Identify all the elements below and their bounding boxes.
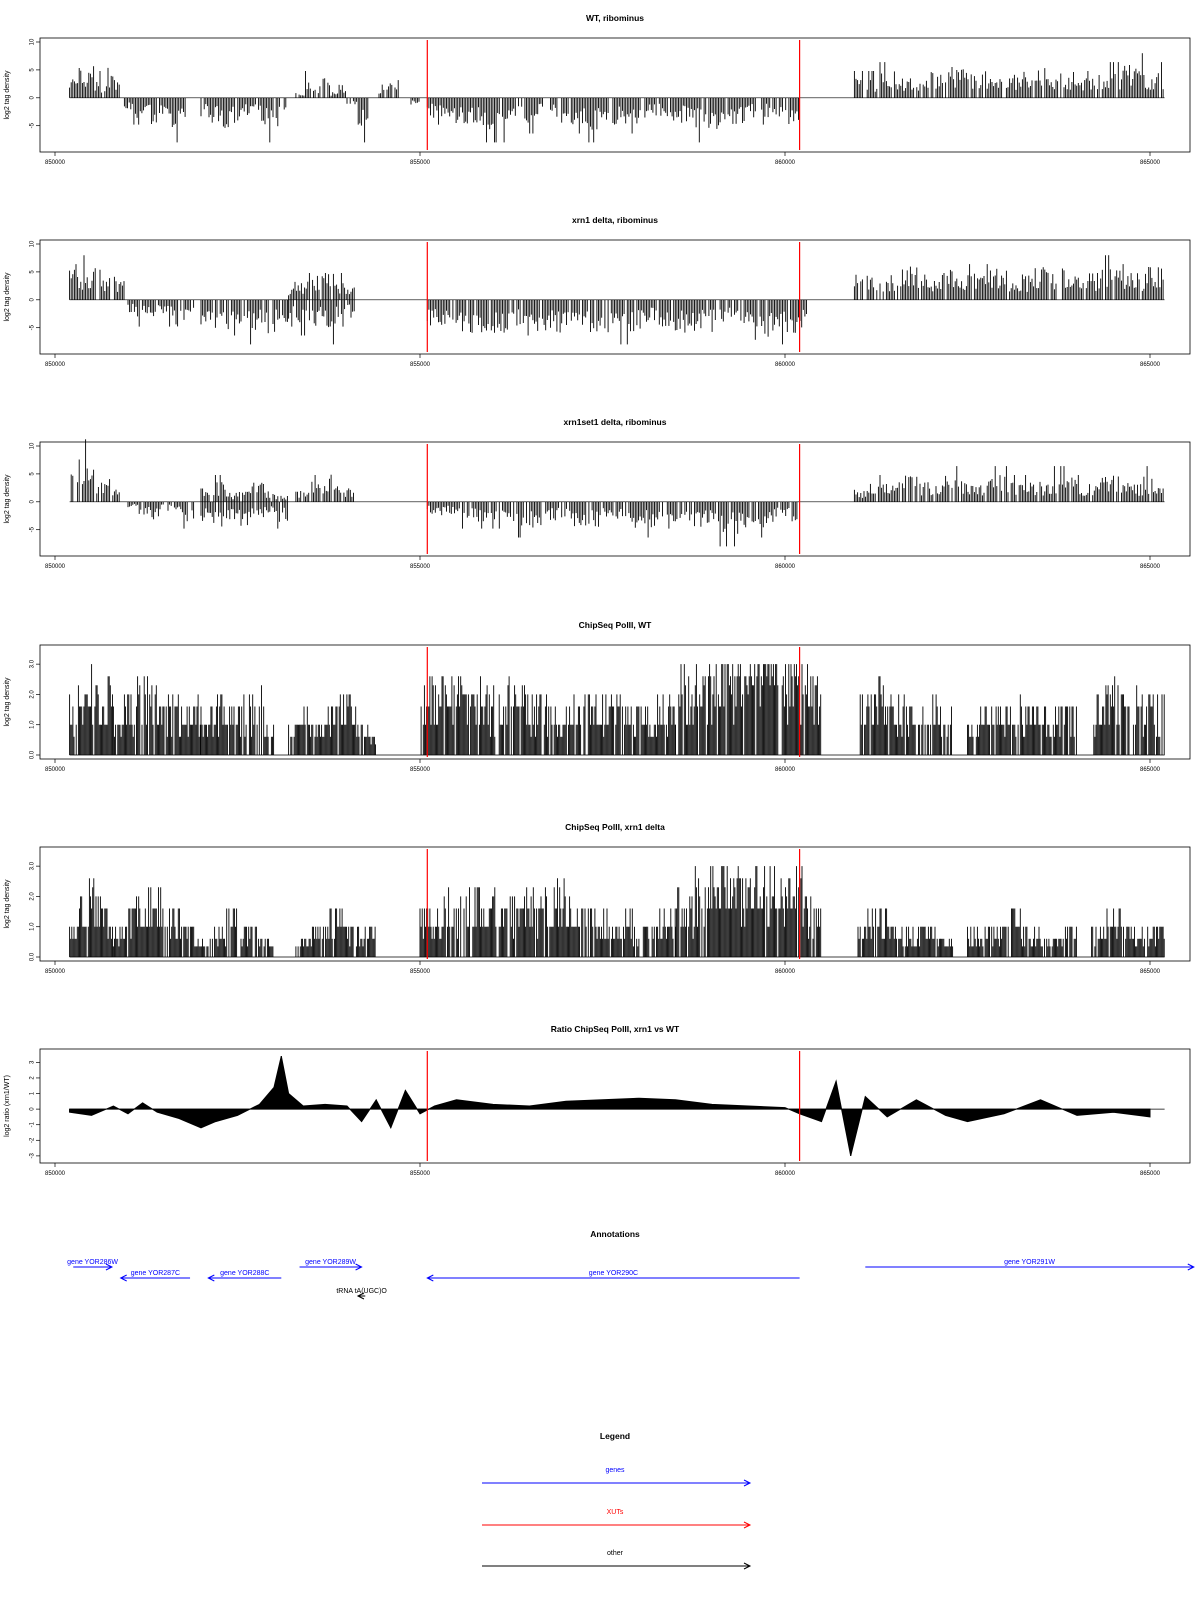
x-tick-label: 855000 — [409, 160, 431, 166]
feature-gene-yor289w — [300, 1259, 362, 1270]
x-tick-label: 860000 — [774, 160, 796, 166]
y-tick-label: 1.0 — [29, 720, 36, 729]
bar-group — [70, 664, 1165, 755]
y-axis-label: log2 tag density — [4, 272, 11, 322]
y-tick-label: -1 — [29, 1122, 36, 1128]
y-tick-label: 5 — [29, 68, 36, 72]
x-tick-label: 855000 — [409, 362, 431, 368]
y-tick-label: -2 — [29, 1137, 36, 1143]
x-tick-label: 860000 — [774, 767, 796, 773]
panel-6 — [4, 1024, 1190, 1177]
x-tick-label: 850000 — [44, 564, 66, 570]
panel-3 — [4, 417, 1190, 570]
y-tick-label: 2 — [29, 1076, 36, 1080]
panel-2 — [4, 215, 1190, 368]
legend-item-other — [482, 1550, 750, 1569]
legend-label: XUTs — [606, 1509, 624, 1516]
x-tick-label: 855000 — [409, 969, 431, 975]
legend-label: other — [607, 1550, 623, 1557]
feature-label: gene YOR288C — [220, 1270, 270, 1277]
y-tick-label: -3 — [29, 1153, 36, 1159]
y-tick-label: 0 — [29, 1107, 36, 1111]
x-tick-label: 860000 — [774, 564, 796, 570]
annotations-title: Annotations — [590, 1229, 640, 1239]
y-tick-label: 5 — [29, 472, 36, 476]
y-axis-label: log2 tag density — [4, 677, 11, 727]
feature-trna-ta-ugc-o — [336, 1288, 387, 1299]
x-tick-label: 860000 — [774, 969, 796, 975]
panel-title: xrn1 delta, ribominus — [572, 215, 658, 225]
legend — [482, 1431, 750, 1569]
feature-gene-yor288c — [208, 1270, 281, 1281]
x-tick-label: 850000 — [44, 160, 66, 166]
y-tick-label: 3.0 — [29, 659, 36, 669]
x-tick-label: 865000 — [1139, 160, 1161, 166]
feature-label: gene YOR290C — [588, 1270, 639, 1277]
y-tick-label: 0 — [29, 96, 36, 100]
bar-group — [71, 439, 1163, 546]
feature-label: gene YOR287C — [130, 1270, 181, 1277]
y-tick-label: 2.0 — [29, 892, 36, 901]
y-axis-label: log2 tag density — [4, 879, 11, 929]
y-tick-label: 3 — [29, 1060, 36, 1065]
y-tick-label: 10 — [29, 38, 36, 46]
y-tick-label: 1 — [29, 1091, 36, 1096]
annotations-panel — [67, 1229, 1194, 1299]
x-tick-label: 855000 — [409, 767, 431, 773]
y-tick-label: 2.0 — [29, 690, 36, 699]
feature-gene-yor286w — [67, 1259, 118, 1270]
y-tick-label: 0.0 — [29, 750, 36, 760]
y-tick-label: 0 — [29, 298, 36, 302]
legend-label: genes — [605, 1467, 625, 1474]
feature-label: tRNA tA(UGC)O — [336, 1288, 387, 1295]
panel-title: WT, ribominus — [585, 13, 645, 23]
y-tick-label: 1.0 — [29, 922, 36, 931]
x-tick-label: 850000 — [44, 969, 66, 975]
legend-item-xuts — [482, 1509, 750, 1528]
plot-frame — [40, 645, 1190, 759]
panel-title: ChipSeq PolII, WT — [578, 620, 652, 630]
y-tick-label: -5 — [29, 123, 36, 129]
y-axis-label: log2 tag density — [4, 70, 11, 120]
ratio-area — [70, 1056, 1150, 1156]
bar-group — [70, 866, 1165, 957]
legend-item-genes — [482, 1467, 750, 1486]
x-tick-label: 865000 — [1139, 1171, 1161, 1177]
y-axis-label: log2 tag density — [4, 474, 11, 524]
plot-frame — [40, 442, 1190, 556]
y-tick-label: 0 — [29, 500, 36, 504]
x-tick-label: 865000 — [1139, 564, 1161, 570]
x-tick-label: 850000 — [44, 1171, 66, 1177]
feature-gene-yor291w — [865, 1259, 1194, 1270]
x-tick-label: 855000 — [409, 1171, 431, 1177]
panel-title: Ratio ChipSeq PolII, xrn1 vs WT — [550, 1024, 680, 1034]
y-tick-label: 5 — [29, 270, 36, 274]
panel-5 — [4, 822, 1190, 975]
y-tick-label: -5 — [29, 325, 36, 331]
x-tick-label: 860000 — [774, 1171, 796, 1177]
y-tick-label: 10 — [29, 240, 36, 248]
panel-4 — [4, 620, 1190, 773]
x-tick-label: 860000 — [774, 362, 796, 368]
y-tick-label: 3.0 — [29, 861, 36, 871]
y-tick-label: 0.0 — [29, 952, 36, 962]
x-tick-label: 850000 — [44, 362, 66, 368]
panel-title: ChipSeq PolII, xrn1 delta — [565, 822, 665, 832]
panel-title: xrn1set1 delta, ribominus — [563, 417, 667, 427]
x-tick-label: 865000 — [1139, 362, 1161, 368]
feature-label: gene YOR291W — [1004, 1259, 1055, 1266]
x-tick-label: 865000 — [1139, 969, 1161, 975]
y-axis-label: log2 ratio (xrn1/WT) — [4, 1075, 11, 1137]
x-tick-label: 850000 — [44, 767, 66, 773]
y-tick-label: 10 — [29, 442, 36, 450]
feature-label: gene YOR289W — [305, 1259, 357, 1266]
x-tick-label: 865000 — [1139, 767, 1161, 773]
panel-1 — [4, 13, 1190, 166]
feature-gene-yor287c — [121, 1270, 190, 1281]
y-tick-label: -5 — [29, 527, 36, 533]
legend-title: Legend — [599, 1431, 631, 1441]
x-tick-label: 855000 — [409, 564, 431, 570]
feature-gene-yor290c — [427, 1270, 799, 1281]
feature-label: gene YOR286W — [67, 1259, 119, 1266]
